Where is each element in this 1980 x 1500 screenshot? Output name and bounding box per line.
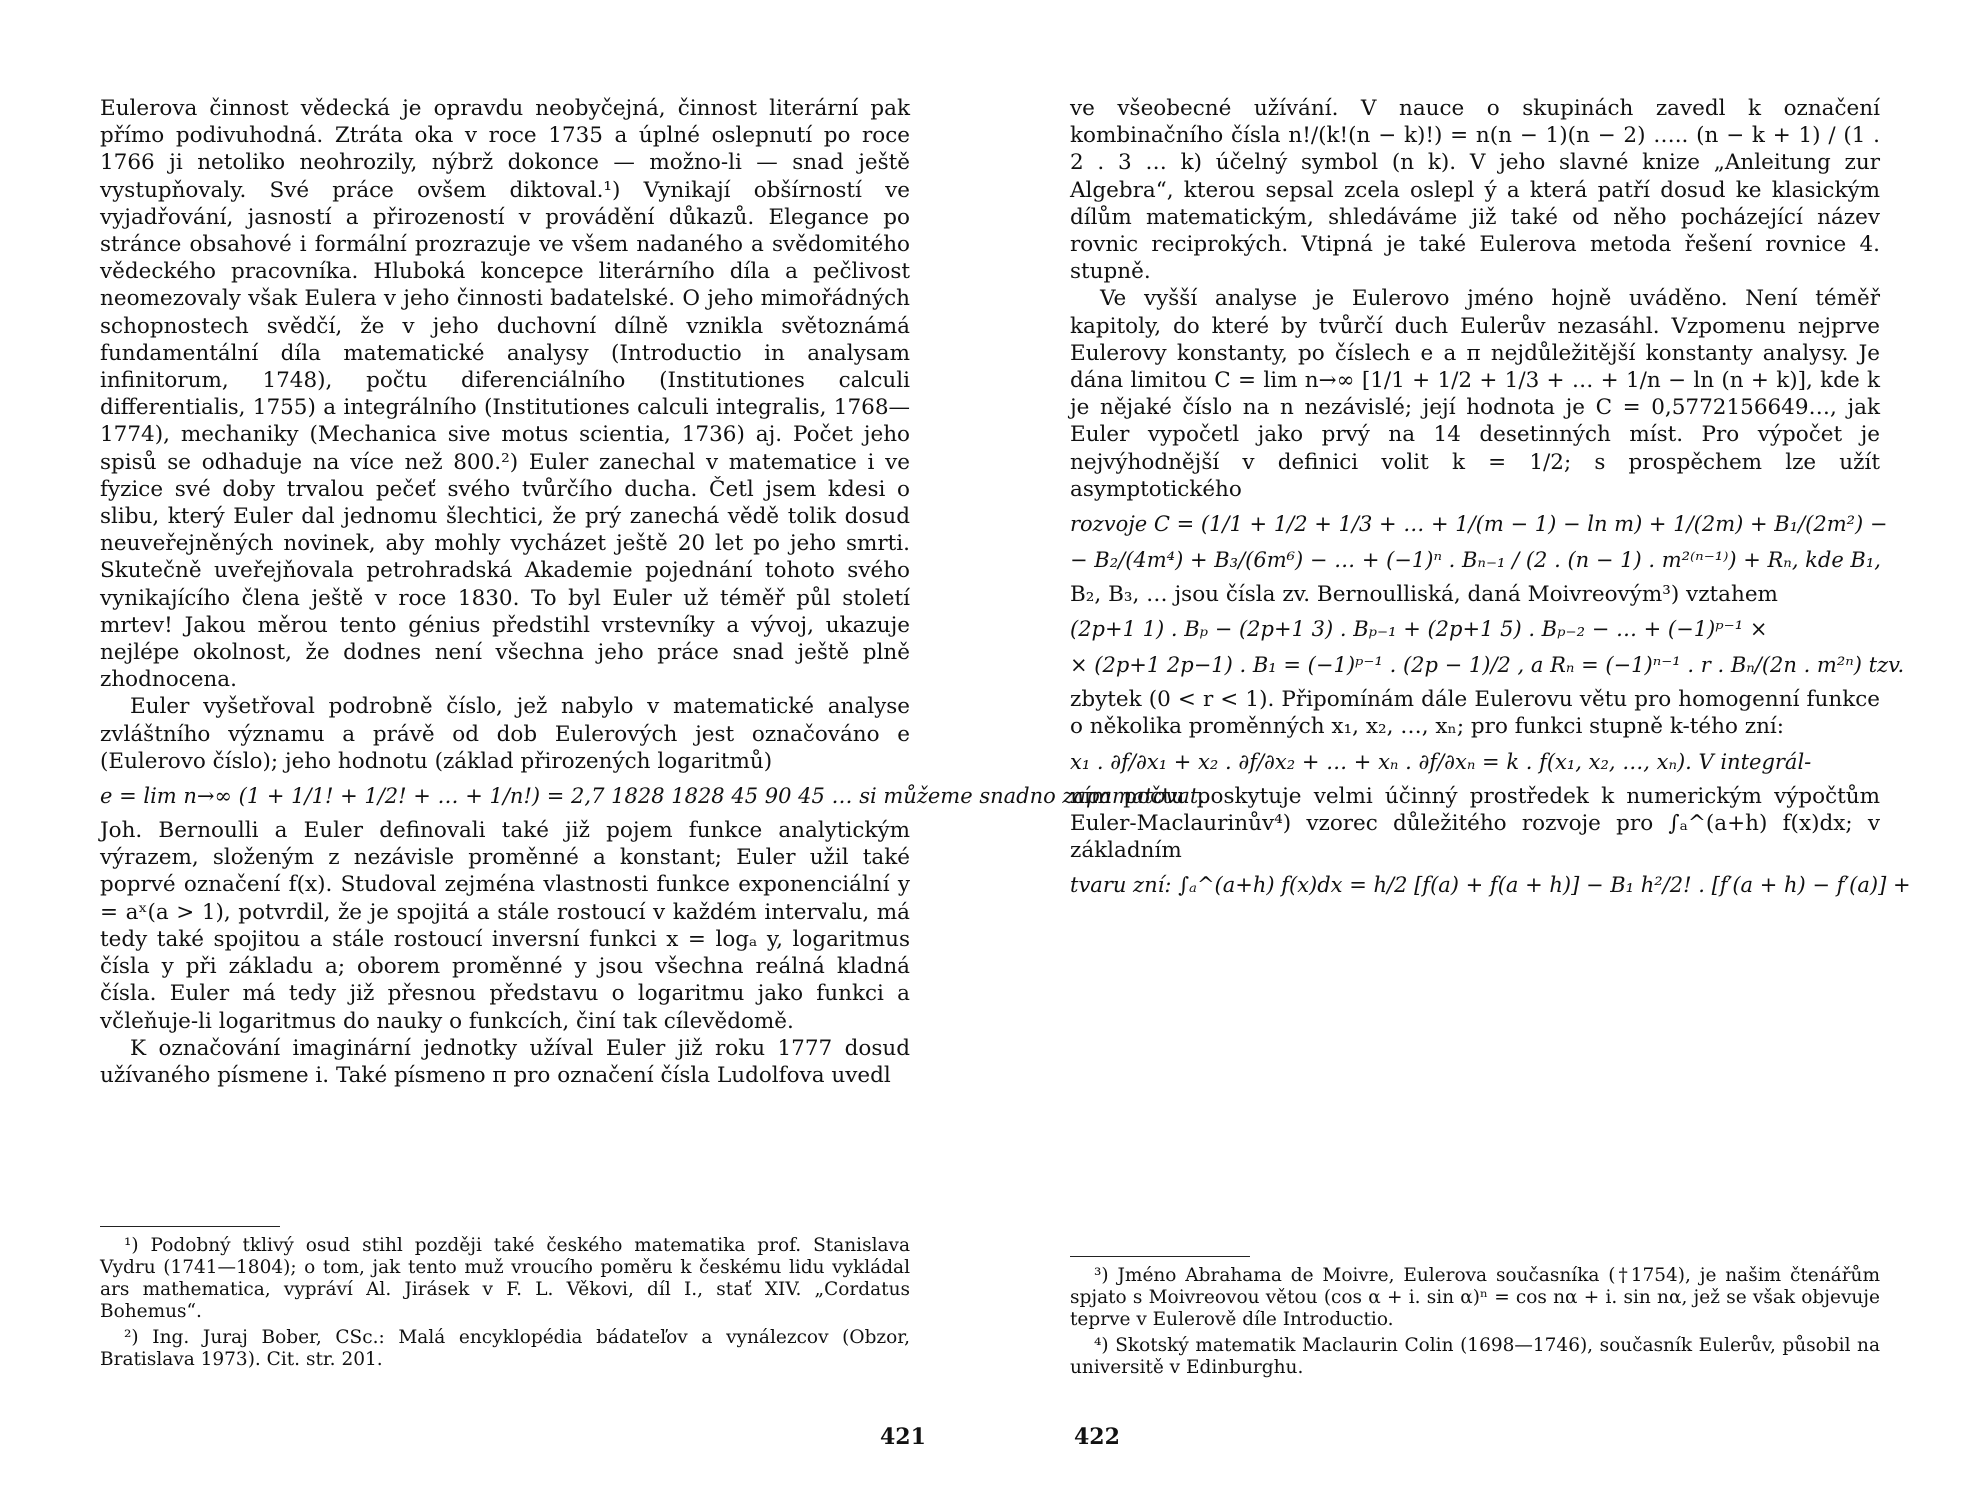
formula-euler-constant-2: − B₂/(4m⁴) + B₃/(6m⁶) − … + (−1)ⁿ . Bₙ₋₁ / (2 . (n − 1) . m²⁽ⁿ⁻¹⁾) + Rₙ, kde B₁,: [1070, 548, 1881, 573]
left-paragraph-4: K označování imaginární jednotky užíval Euler již roku 1777 dosud užívaného písmene i. Také písmeno π pro označení čísla Ludolfova uvedl: [100, 1035, 910, 1088]
formula-euler-maclaurin: tvaru zní: ∫ₐ^(a+h) f(x)dx = h/2 [f(a) + f(a + h)] − B₁ h²/2! . [f′(a + h) − f′(a)] +: [1070, 873, 1911, 898]
right-paragraph-4: zbytek (0 < r < 1). Připomínám dále Eulerovu větu pro homogenní funkce o několika proměnných x₁, x₂, …, xₙ; pro funkci stupně k-tého zní:: [1070, 687, 1880, 740]
footnote-rule: [100, 1226, 280, 1227]
footnote-4: ⁴) Skotský matematik Maclaurin Colin (1698—1746), současník Eulerův, působil na universitě v Edinburghu.: [1070, 1335, 1880, 1378]
footnote-1: ¹) Podobný tklivý osud stihl později také českého matematika prof. Stanislava Vydru (1741—1804); o tom, jak tento muž vroucího poměru k českému lidu vykládal ars mathematica, vypráví Al. Jirásek v F. L. Věkovi, díl I., stať XIV. „Cordatus Bohemus“.: [100, 1235, 910, 1322]
right-paragraph-5: ním počtu poskytuje velmi účinný prostředek k numerickým výpočtům Euler-Maclaurinův⁴) vzorec důležitého rozvoje pro ∫ₐ^(a+h) f(x)dx; v základním: [1070, 783, 1880, 864]
left-paragraph-2: Euler vyšetřoval podrobně číslo, jež nabylo v matematické analyse zvláštního významu a právě od dob Eulerových jest označováno e (Eulerovo číslo); jeho hodnotu (základ přirozených logaritmů): [100, 694, 910, 774]
right-page-text: [1070, 95, 1911, 906]
right-footnotes: [1070, 1256, 1880, 1383]
footnote-rule: [1070, 1256, 1250, 1257]
left-page-text: [100, 95, 1205, 1089]
formula-euler-number: e = lim n→∞ (1 + 1/1! + 1/2! + … + 1/n!) = 2,7 1828 1828 45 90 45 … si můžeme snadno zapamatovat.: [100, 784, 1205, 809]
left-paragraph-3: Joh. Bernoulli a Euler definovali také již pojem funkce analytickým výrazem, složeným z nezávisle proměnné a konstant; Euler užil také poprvé označení f(x). Studoval zejména vlastnosti funkce exponenciální y = aˣ(a > 1), potvrdil, že je spojitá a stále rostoucí v každém intervalu, má tedy také spojitou a stále rostoucí inversní funkci x = logₐ y, logaritmus čísla y při základu a; oborem proměnné y jsou všechna reálná kladná čísla. Euler má tedy již přesnou představu o logaritmu jako funkci a včleňuje-li logaritmus do nauky o funkcích, činí tak cílevědomě.: [100, 818, 910, 1034]
footnote-3: ³) Jméno Abrahama de Moivre, Eulerova současníka (†1754), je našim čtenářům spjato s Moivreovou větou (cos α + i. sin α)ⁿ = cos nα + i. sin nα, jež se však objevuje teprve v Eulerově díle Introductio.: [1070, 1265, 1880, 1330]
formula-bernoulli-2: × (2p+1 2p−1) . B₁ = (−1)ᵖ⁻¹ . (2p − 1)/2 , a Rₙ = (−1)ⁿ⁻¹ . r . Bₙ/(2n . m²ⁿ) tzv.: [1070, 653, 1905, 678]
left-paragraph-1: Eulerova činnost vědecká je opravdu neobyčejná, činnost literární pak přímo podivuhodná. Ztráta oka v roce 1735 a úplné oslepnutí po roce 1766 ji netoliko neohrozily, nýbrž dokonce — možno-li — snad ještě vystupňovaly. Své práce ovšem diktoval.¹) Vynikají obšírností ve vyjadřování, jasností a přirozeností v provádění důkazů. Elegance po stránce obsahové i formální prozrazuje ve všem nadaného a svědomitého vědeckého pracovníka. Hluboká koncepce literárního díla a pečlivost neomezovaly však Eulera v jeho činnosti badatelské. O jeho mimořádných schopnostech svědčí, že v jeho duchovní dílně vznikla světoznámá fundamentální díla matematické analysy (Introductio in analysam infinitorum, 1748), počtu diferenciálního (Institutiones calculi differentialis, 1755) a integrálního (Institutiones calculi integralis, 1768—1774), mechaniky (Mechanica sive motus scientia, 1736) aj. Počet jeho spisů se odhaduje na více než 800.²) Euler zanechal v matematice i ve fyzice své doby trvalou pečeť svého tvůrčího ducha. Četl jsem kdesi o slibu, který Euler dal jednomu šlechtici, že prý zanechá vědě tolik dosud neuveřejněných novinek, aby mohly vycházet ještě 20 let po jeho smrti. Skutečně uveřejňovala petrohradská Akademie pojednání tohoto svého vynikajícího člena ještě v roce 1830. To byl Euler už téměř půl století mrtev! Jakou měrou tento génius předstihl vrstevníky a vývoj, ukazuje nejlépe okolnost, že dodnes není všechna jeho práce snad ještě plně zhodnocena.: [100, 96, 910, 693]
page-number-left: 421: [880, 1424, 926, 1450]
formula-bernoulli-1: (2p+1 1) . Bₚ − (2p+1 3) . Bₚ₋₁ + (2p+1 5) . Bₚ₋₂ − … + (−1)ᵖ⁻¹ ×: [1070, 617, 1768, 642]
left-footnotes: [100, 1226, 910, 1375]
right-paragraph-3: B₂, B₃, … jsou čísla zv. Bernoulliská, daná Moivreovým³) vztahem: [1070, 582, 1778, 608]
right-paragraph-1: ve všeobecné užívání. V nauce o skupinách zavedl k označení kombinačního čísla n!/(k!(n − k)!) = n(n − 1)(n − 2) ….. (n − k + 1) / (1 . 2 . 3 … k) účelný symbol (n k). V jeho slavné knize „Anleitung zur Algebra“, kterou sepsal zcela oslepl ý a která patří dosud ke klasickým dílům matematickým, shledáváme již také od něho pocházející název rovnic reciprokých. Vtipná je také Eulerova metoda řešení rovnice 4. stupně.: [1070, 96, 1880, 285]
footnote-2: ²) Ing. Juraj Bober, CSc.: Malá encyklopédia bádateľov a vynálezcov (Obzor, Bratislava 1973). Cit. str. 201.: [100, 1327, 910, 1370]
right-paragraph-2: Ve vyšší analyse je Eulerovo jméno hojně uváděno. Není téměř kapitoly, do které by tvůrčí duch Eulerův nezasáhl. Vzpomenu nejprve Eulerovy konstanty, po číslech e a π nejdůležitější konstanty analysy. Je dána limitou C = lim n→∞ [1/1 + 1/2 + 1/3 + … + 1/n − ln (n + k)], kde k je nějaké číslo na n nezávislé; její hodnota je C = 0,5772156649…, jak Euler vypočetl jako prvý na 14 desetinných míst. Pro výpočet je nejvýhodnější v definici volit k = 1/2; s prospěchem lze užít asymptotického: [1070, 286, 1880, 502]
formula-euler-constant-1: rozvoje C = (1/1 + 1/2 + 1/3 + … + 1/(m − 1) − ln m) + 1/(2m) + B₁/(2m²) −: [1070, 512, 1888, 537]
page-number-right: 422: [1074, 1424, 1120, 1450]
formula-homogeneous: x₁ . ∂f/∂x₁ + x₂ . ∂f/∂x₂ + … + xₙ . ∂f/∂xₙ = k . f(x₁, x₂, …, xₙ). V integrál-: [1070, 749, 1812, 774]
